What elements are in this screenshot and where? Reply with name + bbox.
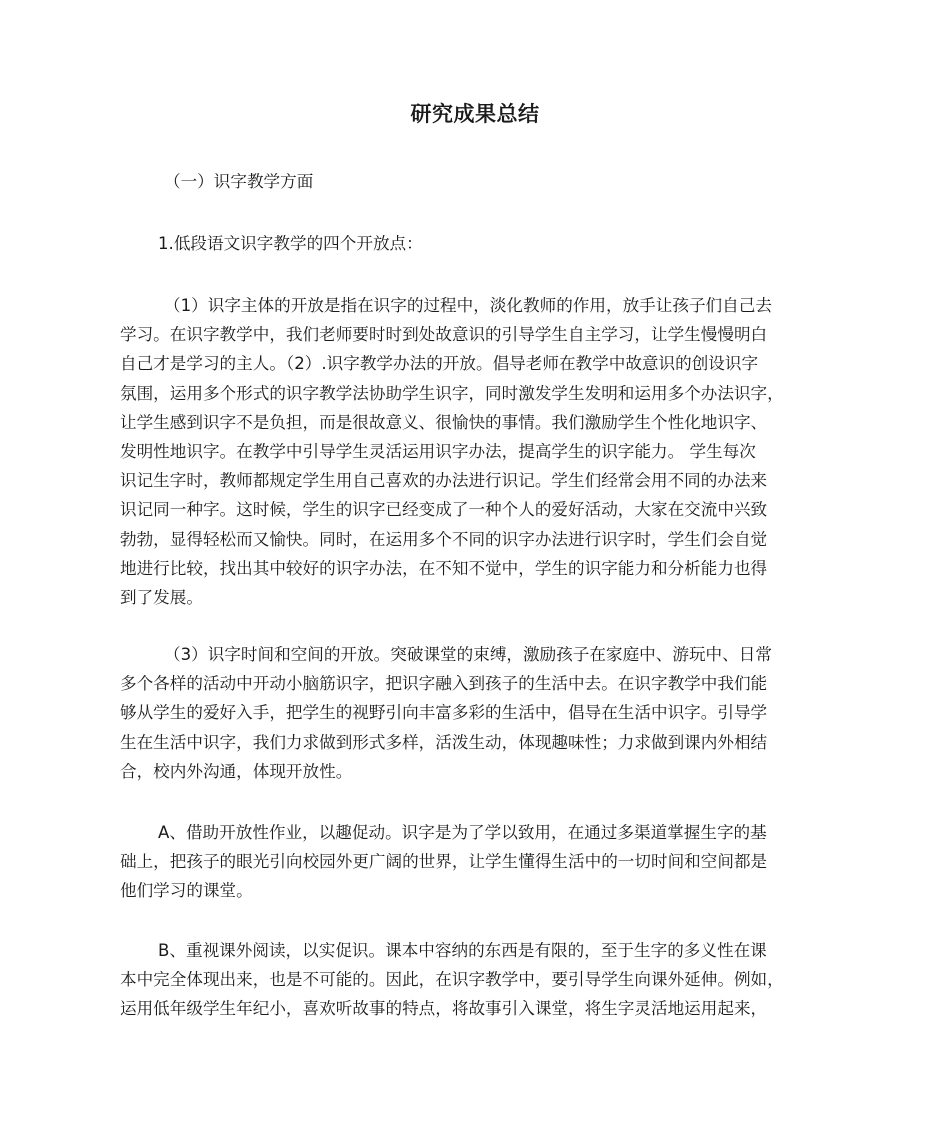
paragraph-line: A、借助开放性作业，以趣促动。识字是为了学以致用，在通过多渠道掌握生字的基: [158, 823, 767, 842]
section-heading: [120, 167, 832, 196]
paragraph-line: 生在生活中识字，我们力求做到形式多样，活泼生动，体现趣味性；力求做到课内外相结: [120, 732, 768, 752]
paragraph-line: 本中完全体现出来，也是不可能的。因此，在识字教学中，要引导学生向课外延伸。例如，: [120, 970, 784, 990]
subsection-heading: [120, 229, 832, 258]
paragraph-line: 氛围，运用多个形式的识字教学法协助学生识字，同时激发学生发明和运用多个办法识字，: [120, 383, 784, 403]
paragraph-line: 识记生字时，教师都规定学生用自己喜欢的办法进行识记。学生们经常会用不同的办法来: [120, 471, 768, 491]
paragraph-line: 学习。在识字教学中，我们老师要时时到处故意识的引导学生自主学习，让学生慢慢明白: [120, 325, 768, 345]
paragraph-2: [120, 640, 832, 786]
paragraph-line: 识记同一种字。这时候，学生的识字已经变成了一种个人的爱好活动，大家在交流中兴致: [120, 500, 768, 520]
paragraph-4: [120, 936, 832, 1024]
paragraph-line: 让学生感到识字不是负担，而是很故意义、很愉快的事情。我们激励学生个性化地识字、: [120, 412, 768, 432]
paragraph-line: 到了发展。: [120, 588, 203, 608]
paragraph-line: 地进行比较，找出其中较好的识字办法，在不知不觉中，学生的识字能力和分析能力也得: [120, 558, 768, 578]
section-heading-text: （一）识字教学方面: [164, 172, 314, 191]
subsection-heading-text: 1.低段语文识字教学的四个开放点：: [158, 234, 423, 253]
paragraph-3: [120, 818, 832, 906]
paragraph-line: 发明性地识字。在教学中引导学生灵活运用识字办法，提高学生的识字能力。 学生每次: [120, 442, 756, 462]
paragraph-line: 他们学习的课堂。: [120, 881, 253, 901]
paragraph-line: 运用低年级学生年纪小，喜欢听故事的特点，将故事引入课堂，将生字灵活地运用起来，: [120, 999, 768, 1019]
paragraph-line: （3）识字时间和空间的开放。突破课堂的束缚，激励孩子在家庭中、游玩中、日常: [164, 645, 772, 664]
paragraph-line: B、重视课外阅读，以实促识。课本中容纳的东西是有限的，至于生字的多义性在课: [158, 941, 767, 960]
paragraph-line: （1）识字主体的开放是指在识字的过程中，淡化教师的作用，放手让孩子们自己去: [164, 296, 772, 315]
paragraph-line: 多个各样的活动中开动小脑筋识字，把识字融入到孩子的生活中去。在识字教学中我们能: [120, 674, 768, 694]
paragraph-1: [120, 291, 832, 612]
paragraph-line: 础上，把孩子的眼光引向校园外更广阔的世界，让学生懂得生活中的一切时间和空间都是: [120, 852, 768, 872]
paragraph-line: 够从学生的爱好入手，把学生的视野引向丰富多彩的生活中，倡导在生活中识字。引导学: [120, 703, 768, 723]
paragraph-line: 勃勃，显得轻松而又愉快。同时，在运用多个不同的识字办法进行识字时，学生们会自觉: [120, 529, 768, 549]
document-title: 研究成果总结: [410, 102, 540, 126]
paragraph-line: 自己才是学习的主人。（2）.识字教学办法的开放。倡导老师在教学中故意识的创设识字: [120, 354, 759, 374]
paragraph-line: 合，校内外沟通，体现开放性。: [120, 761, 353, 781]
